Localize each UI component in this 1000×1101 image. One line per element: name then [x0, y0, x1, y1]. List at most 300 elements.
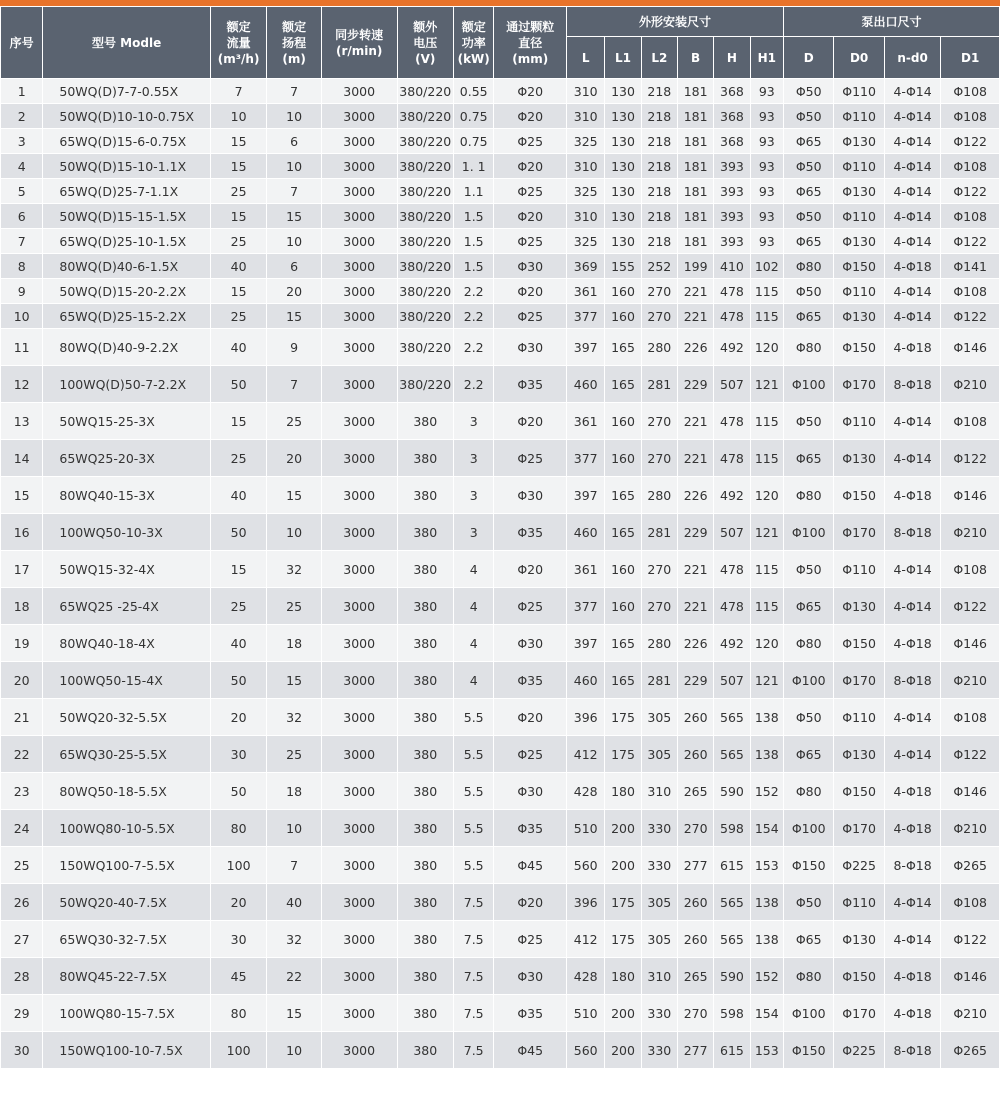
- cell-power: 5.5: [454, 810, 494, 847]
- cell-D1: Φ122: [941, 921, 1000, 958]
- cell-seq: 22: [1, 736, 43, 773]
- cell-D: Φ50: [783, 699, 833, 736]
- cell-D1: Φ210: [941, 995, 1000, 1032]
- cell-speed: 3000: [321, 279, 397, 304]
- cell-power: 7.5: [454, 995, 494, 1032]
- cell-n-d0: 4-Φ18: [884, 254, 941, 279]
- header-particle: 通过颗粒 直径 (mm): [494, 7, 567, 79]
- cell-L1: 165: [605, 625, 641, 662]
- cell-n-d0: 4-Φ14: [884, 304, 941, 329]
- cell-L: 377: [567, 304, 605, 329]
- cell-B: 260: [677, 884, 713, 921]
- cell-flow: 15: [210, 204, 267, 229]
- cell-L: 428: [567, 958, 605, 995]
- cell-H: 368: [714, 129, 750, 154]
- cell-L: 396: [567, 884, 605, 921]
- cell-seq: 11: [1, 329, 43, 366]
- cell-seq: 6: [1, 204, 43, 229]
- cell-D1: Φ108: [941, 884, 1000, 921]
- cell-flow: 50: [210, 514, 267, 551]
- cell-L2: 281: [641, 662, 677, 699]
- header-L2: L2: [641, 37, 677, 79]
- cell-D0: Φ130: [834, 229, 884, 254]
- cell-flow: 100: [210, 847, 267, 884]
- cell-seq: 9: [1, 279, 43, 304]
- cell-flow: 25: [210, 229, 267, 254]
- cell-H1: 152: [750, 773, 783, 810]
- cell-L2: 270: [641, 440, 677, 477]
- cell-head: 6: [267, 254, 321, 279]
- cell-H1: 120: [750, 329, 783, 366]
- cell-voltage: 380: [397, 958, 454, 995]
- cell-D: Φ100: [783, 366, 833, 403]
- cell-D: Φ80: [783, 477, 833, 514]
- cell-seq: 14: [1, 440, 43, 477]
- cell-H1: 115: [750, 588, 783, 625]
- cell-particle: Φ35: [494, 810, 567, 847]
- table-row: [1, 884, 1000, 921]
- cell-D0: Φ150: [834, 773, 884, 810]
- cell-D0: Φ130: [834, 736, 884, 773]
- cell-D0: Φ150: [834, 958, 884, 995]
- cell-n-d0: 8-Φ18: [884, 366, 941, 403]
- cell-L2: 280: [641, 477, 677, 514]
- cell-speed: 3000: [321, 995, 397, 1032]
- cell-power: 0.55: [454, 79, 494, 104]
- cell-L: 361: [567, 279, 605, 304]
- cell-L1: 165: [605, 514, 641, 551]
- cell-H1: 93: [750, 179, 783, 204]
- cell-power: 2.2: [454, 304, 494, 329]
- cell-head: 25: [267, 736, 321, 773]
- cell-H1: 121: [750, 514, 783, 551]
- cell-B: 181: [677, 104, 713, 129]
- cell-seq: 3: [1, 129, 43, 154]
- cell-model: 100WQ50-10-3X: [43, 514, 210, 551]
- cell-power: 1. 1: [454, 154, 494, 179]
- cell-L2: 280: [641, 625, 677, 662]
- cell-model: 100WQ(D)50-7-2.2X: [43, 366, 210, 403]
- cell-D1: Φ146: [941, 958, 1000, 995]
- cell-L1: 175: [605, 884, 641, 921]
- cell-seq: 30: [1, 1032, 43, 1069]
- cell-D1: Φ146: [941, 625, 1000, 662]
- cell-seq: 18: [1, 588, 43, 625]
- cell-n-d0: 4-Φ18: [884, 477, 941, 514]
- cell-head: 32: [267, 551, 321, 588]
- cell-L2: 330: [641, 810, 677, 847]
- cell-head: 20: [267, 279, 321, 304]
- cell-H1: 115: [750, 551, 783, 588]
- cell-speed: 3000: [321, 403, 397, 440]
- cell-model: 50WQ20-40-7.5X: [43, 884, 210, 921]
- cell-power: 2.2: [454, 329, 494, 366]
- table-row: [1, 329, 1000, 366]
- cell-particle: Φ30: [494, 773, 567, 810]
- cell-flow: 50: [210, 366, 267, 403]
- table-row: [1, 958, 1000, 995]
- cell-flow: 15: [210, 279, 267, 304]
- cell-L: 325: [567, 229, 605, 254]
- cell-H1: 153: [750, 847, 783, 884]
- cell-voltage: 380: [397, 403, 454, 440]
- cell-particle: Φ25: [494, 304, 567, 329]
- cell-D: Φ80: [783, 254, 833, 279]
- cell-H1: 93: [750, 204, 783, 229]
- cell-H: 598: [714, 810, 750, 847]
- cell-flow: 50: [210, 662, 267, 699]
- cell-B: 226: [677, 329, 713, 366]
- cell-speed: 3000: [321, 477, 397, 514]
- cell-L: 396: [567, 699, 605, 736]
- cell-power: 5.5: [454, 736, 494, 773]
- cell-H: 393: [714, 154, 750, 179]
- cell-D: Φ65: [783, 304, 833, 329]
- cell-seq: 28: [1, 958, 43, 995]
- cell-voltage: 380: [397, 736, 454, 773]
- cell-voltage: 380/220: [397, 154, 454, 179]
- cell-L2: 330: [641, 1032, 677, 1069]
- cell-n-d0: 8-Φ18: [884, 847, 941, 884]
- cell-H: 492: [714, 477, 750, 514]
- cell-B: 181: [677, 154, 713, 179]
- table-row: [1, 810, 1000, 847]
- cell-D0: Φ110: [834, 79, 884, 104]
- cell-voltage: 380: [397, 810, 454, 847]
- cell-particle: Φ20: [494, 699, 567, 736]
- cell-head: 18: [267, 625, 321, 662]
- cell-L1: 155: [605, 254, 641, 279]
- cell-model: 65WQ25-20-3X: [43, 440, 210, 477]
- cell-particle: Φ45: [494, 847, 567, 884]
- cell-D1: Φ122: [941, 588, 1000, 625]
- cell-speed: 3000: [321, 773, 397, 810]
- cell-speed: 3000: [321, 329, 397, 366]
- cell-seq: 7: [1, 229, 43, 254]
- cell-voltage: 380: [397, 773, 454, 810]
- cell-flow: 25: [210, 179, 267, 204]
- cell-head: 15: [267, 477, 321, 514]
- cell-H1: 102: [750, 254, 783, 279]
- cell-L1: 130: [605, 229, 641, 254]
- cell-seq: 17: [1, 551, 43, 588]
- cell-flow: 20: [210, 884, 267, 921]
- cell-B: 260: [677, 921, 713, 958]
- cell-D1: Φ146: [941, 773, 1000, 810]
- cell-seq: 13: [1, 403, 43, 440]
- header-D: D: [783, 37, 833, 79]
- cell-power: 4: [454, 625, 494, 662]
- cell-H: 478: [714, 551, 750, 588]
- cell-head: 32: [267, 699, 321, 736]
- cell-power: 1.5: [454, 254, 494, 279]
- cell-n-d0: 4-Φ18: [884, 958, 941, 995]
- cell-L1: 180: [605, 958, 641, 995]
- cell-B: 260: [677, 736, 713, 773]
- cell-voltage: 380/220: [397, 179, 454, 204]
- cell-L1: 200: [605, 810, 641, 847]
- cell-D0: Φ110: [834, 279, 884, 304]
- cell-D1: Φ122: [941, 129, 1000, 154]
- cell-speed: 3000: [321, 810, 397, 847]
- cell-D0: Φ170: [834, 662, 884, 699]
- cell-L: 560: [567, 847, 605, 884]
- cell-D: Φ65: [783, 129, 833, 154]
- cell-L1: 175: [605, 699, 641, 736]
- cell-D0: Φ110: [834, 403, 884, 440]
- header-power: 额定 功率 (kW): [454, 7, 494, 79]
- cell-head: 7: [267, 79, 321, 104]
- cell-model: 50WQ15-32-4X: [43, 551, 210, 588]
- cell-particle: Φ25: [494, 736, 567, 773]
- cell-head: 7: [267, 847, 321, 884]
- cell-L1: 160: [605, 403, 641, 440]
- cell-D0: Φ150: [834, 625, 884, 662]
- cell-voltage: 380/220: [397, 129, 454, 154]
- table-row: [1, 104, 1000, 129]
- cell-particle: Φ20: [494, 104, 567, 129]
- cell-D: Φ65: [783, 736, 833, 773]
- header-install-dimensions: 外形安装尺寸: [567, 7, 784, 37]
- cell-H1: 154: [750, 810, 783, 847]
- cell-L: 310: [567, 104, 605, 129]
- cell-H1: 93: [750, 129, 783, 154]
- cell-L: 460: [567, 662, 605, 699]
- header-L: L: [567, 37, 605, 79]
- cell-D0: Φ150: [834, 477, 884, 514]
- cell-speed: 3000: [321, 588, 397, 625]
- cell-flow: 30: [210, 921, 267, 958]
- cell-seq: 29: [1, 995, 43, 1032]
- cell-L1: 130: [605, 79, 641, 104]
- cell-power: 7.5: [454, 958, 494, 995]
- cell-voltage: 380/220: [397, 229, 454, 254]
- table-row: [1, 736, 1000, 773]
- cell-L2: 218: [641, 179, 677, 204]
- cell-seq: 5: [1, 179, 43, 204]
- cell-L1: 165: [605, 477, 641, 514]
- cell-model: 50WQ(D)7-7-0.55X: [43, 79, 210, 104]
- cell-L: 325: [567, 179, 605, 204]
- cell-L: 397: [567, 477, 605, 514]
- cell-flow: 25: [210, 304, 267, 329]
- cell-flow: 20: [210, 699, 267, 736]
- cell-L1: 200: [605, 847, 641, 884]
- cell-L: 510: [567, 810, 605, 847]
- cell-D0: Φ130: [834, 440, 884, 477]
- cell-D1: Φ108: [941, 403, 1000, 440]
- cell-speed: 3000: [321, 514, 397, 551]
- cell-particle: Φ30: [494, 254, 567, 279]
- cell-B: 277: [677, 1032, 713, 1069]
- cell-D0: Φ130: [834, 588, 884, 625]
- cell-D1: Φ108: [941, 699, 1000, 736]
- cell-model: 80WQ40-18-4X: [43, 625, 210, 662]
- cell-n-d0: 4-Φ14: [884, 279, 941, 304]
- cell-n-d0: 4-Φ14: [884, 551, 941, 588]
- cell-D: Φ50: [783, 884, 833, 921]
- cell-H: 565: [714, 699, 750, 736]
- cell-seq: 2: [1, 104, 43, 129]
- cell-H: 478: [714, 588, 750, 625]
- cell-seq: 21: [1, 699, 43, 736]
- cell-power: 7.5: [454, 921, 494, 958]
- cell-H1: 120: [750, 477, 783, 514]
- cell-particle: Φ45: [494, 1032, 567, 1069]
- cell-n-d0: 4-Φ14: [884, 229, 941, 254]
- cell-B: 221: [677, 304, 713, 329]
- cell-H: 507: [714, 514, 750, 551]
- cell-flow: 10: [210, 104, 267, 129]
- cell-flow: 7: [210, 79, 267, 104]
- cell-L2: 218: [641, 104, 677, 129]
- cell-voltage: 380: [397, 625, 454, 662]
- cell-seq: 4: [1, 154, 43, 179]
- header-D0: D0: [834, 37, 884, 79]
- cell-L1: 130: [605, 104, 641, 129]
- cell-L2: 218: [641, 154, 677, 179]
- cell-model: 80WQ(D)40-9-2.2X: [43, 329, 210, 366]
- cell-n-d0: 4-Φ14: [884, 129, 941, 154]
- cell-D: Φ50: [783, 104, 833, 129]
- table-row: [1, 204, 1000, 229]
- cell-particle: Φ30: [494, 477, 567, 514]
- cell-n-d0: 4-Φ14: [884, 699, 941, 736]
- cell-D0: Φ110: [834, 204, 884, 229]
- cell-model: 65WQ(D)25-15-2.2X: [43, 304, 210, 329]
- cell-voltage: 380/220: [397, 304, 454, 329]
- cell-model: 50WQ(D)10-10-0.75X: [43, 104, 210, 129]
- cell-n-d0: 4-Φ14: [884, 204, 941, 229]
- header-speed: 同步转速 (r/min): [321, 7, 397, 79]
- cell-D: Φ65: [783, 229, 833, 254]
- cell-L: 310: [567, 154, 605, 179]
- cell-D0: Φ170: [834, 810, 884, 847]
- cell-voltage: 380: [397, 995, 454, 1032]
- cell-power: 3: [454, 403, 494, 440]
- cell-particle: Φ35: [494, 514, 567, 551]
- cell-L2: 305: [641, 884, 677, 921]
- table-row: [1, 304, 1000, 329]
- cell-power: 3: [454, 477, 494, 514]
- cell-power: 2.2: [454, 279, 494, 304]
- cell-head: 18: [267, 773, 321, 810]
- cell-B: 229: [677, 514, 713, 551]
- cell-voltage: 380: [397, 514, 454, 551]
- cell-L1: 130: [605, 154, 641, 179]
- cell-D: Φ65: [783, 921, 833, 958]
- cell-n-d0: 4-Φ14: [884, 154, 941, 179]
- cell-L: 361: [567, 551, 605, 588]
- header-H: H: [714, 37, 750, 79]
- table-row: [1, 79, 1000, 104]
- cell-voltage: 380/220: [397, 204, 454, 229]
- cell-model: 50WQ20-32-5.5X: [43, 699, 210, 736]
- cell-L: 560: [567, 1032, 605, 1069]
- cell-D: Φ50: [783, 79, 833, 104]
- cell-seq: 12: [1, 366, 43, 403]
- cell-B: 181: [677, 79, 713, 104]
- cell-flow: 45: [210, 958, 267, 995]
- cell-power: 5.5: [454, 847, 494, 884]
- cell-head: 10: [267, 1032, 321, 1069]
- cell-head: 10: [267, 514, 321, 551]
- cell-n-d0: 4-Φ14: [884, 403, 941, 440]
- cell-L: 428: [567, 773, 605, 810]
- cell-speed: 3000: [321, 129, 397, 154]
- cell-voltage: 380: [397, 588, 454, 625]
- cell-speed: 3000: [321, 958, 397, 995]
- cell-D0: Φ110: [834, 154, 884, 179]
- cell-power: 1.5: [454, 229, 494, 254]
- cell-flow: 40: [210, 329, 267, 366]
- cell-D: Φ150: [783, 847, 833, 884]
- cell-voltage: 380/220: [397, 329, 454, 366]
- cell-L: 460: [567, 366, 605, 403]
- cell-head: 32: [267, 921, 321, 958]
- table-row: [1, 440, 1000, 477]
- cell-B: 226: [677, 477, 713, 514]
- cell-seq: 26: [1, 884, 43, 921]
- cell-B: 221: [677, 279, 713, 304]
- cell-n-d0: 4-Φ14: [884, 104, 941, 129]
- cell-head: 10: [267, 104, 321, 129]
- cell-D1: Φ210: [941, 810, 1000, 847]
- cell-head: 9: [267, 329, 321, 366]
- cell-n-d0: 4-Φ18: [884, 773, 941, 810]
- table-row: [1, 773, 1000, 810]
- table-row: [1, 179, 1000, 204]
- cell-flow: 15: [210, 551, 267, 588]
- header-flow: 额定 流量 (m³/h): [210, 7, 267, 79]
- cell-model: 65WQ25 -25-4X: [43, 588, 210, 625]
- cell-L: 412: [567, 921, 605, 958]
- cell-B: 226: [677, 625, 713, 662]
- cell-n-d0: 4-Φ18: [884, 810, 941, 847]
- cell-L: 510: [567, 995, 605, 1032]
- table-row: [1, 366, 1000, 403]
- cell-H: 393: [714, 179, 750, 204]
- cell-model: 80WQ(D)40-6-1.5X: [43, 254, 210, 279]
- header-B: B: [677, 37, 713, 79]
- header-L1: L1: [605, 37, 641, 79]
- cell-H1: 154: [750, 995, 783, 1032]
- cell-H1: 93: [750, 154, 783, 179]
- cell-speed: 3000: [321, 884, 397, 921]
- cell-H1: 152: [750, 958, 783, 995]
- table-row: [1, 477, 1000, 514]
- cell-voltage: 380: [397, 847, 454, 884]
- table-row: [1, 514, 1000, 551]
- cell-power: 7.5: [454, 884, 494, 921]
- cell-power: 2.2: [454, 366, 494, 403]
- cell-D1: Φ108: [941, 551, 1000, 588]
- cell-head: 7: [267, 179, 321, 204]
- cell-D: Φ65: [783, 440, 833, 477]
- cell-speed: 3000: [321, 366, 397, 403]
- cell-H: 410: [714, 254, 750, 279]
- cell-speed: 3000: [321, 104, 397, 129]
- cell-seq: 1: [1, 79, 43, 104]
- cell-seq: 15: [1, 477, 43, 514]
- cell-D0: Φ130: [834, 179, 884, 204]
- cell-L: 377: [567, 440, 605, 477]
- cell-voltage: 380: [397, 921, 454, 958]
- cell-model: 65WQ(D)25-10-1.5X: [43, 229, 210, 254]
- cell-power: 5.5: [454, 773, 494, 810]
- cell-L2: 330: [641, 847, 677, 884]
- table-row: [1, 129, 1000, 154]
